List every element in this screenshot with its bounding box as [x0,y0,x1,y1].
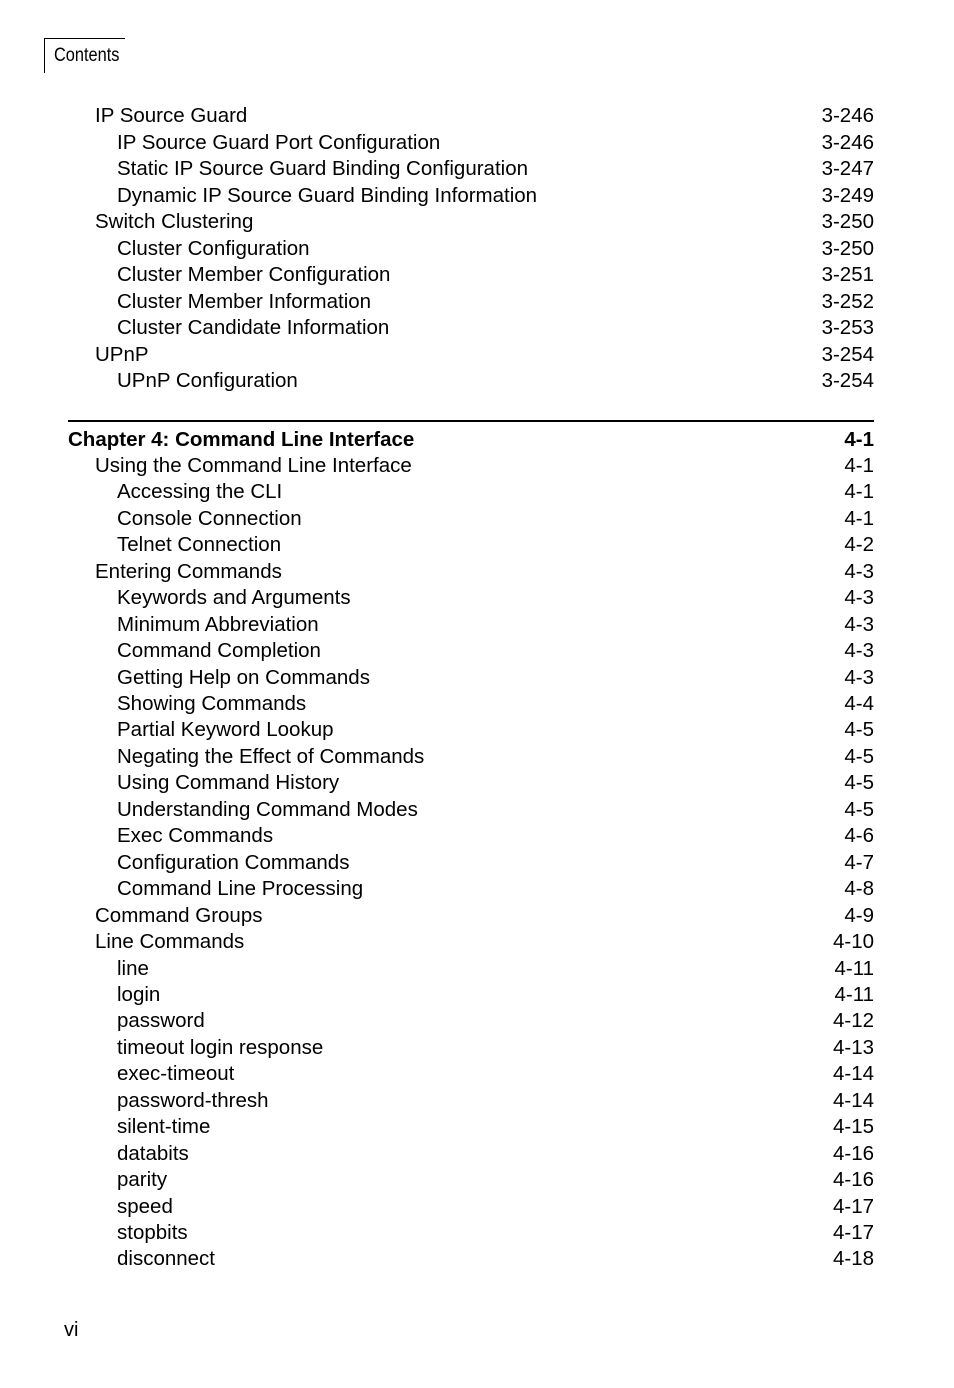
toc-entry-page: 4-5 [844,744,874,768]
toc-entry-page: 4-6 [844,824,874,848]
toc-entry-page: 4-5 [844,797,874,821]
toc-entry-page: 4-15 [832,1115,874,1139]
toc-entry-page: 4-1 [844,506,874,530]
toc-entry[interactable] [0,769,954,796]
toc-entry[interactable] [0,531,954,558]
toc-entry-page: 3-250 [821,210,874,233]
toc-entry[interactable] [0,102,954,129]
toc-entry-page: 4-3 [844,665,874,689]
toc-entry[interactable] [0,341,954,368]
toc-entry-title: Partial Keyword Lookup [117,718,334,742]
toc-entry-title: Cluster Candidate Information [117,316,390,339]
toc-entry-page: 3-246 [821,130,874,154]
toc-entry-page: 4-8 [844,877,874,901]
toc-entry[interactable] [0,822,954,849]
toc-entry-page: 4-7 [844,850,874,874]
toc-entry[interactable] [0,981,954,1008]
toc-entry-title: disconnect [117,1247,216,1271]
toc-entry-page: 4-18 [832,1247,874,1271]
toc-entry-title: login [117,982,161,1006]
toc-entry[interactable] [0,928,954,955]
toc-entry-title: timeout login response [117,1035,324,1059]
toc-entry-title: password [117,1009,205,1033]
toc-entry-page: 4-17 [832,1221,874,1244]
toc-entry-page: 3-247 [821,157,874,180]
toc-entry-page: 4-17 [832,1194,874,1218]
toc-entry-page: 4-1 [844,480,874,504]
toc-entry-title: Cluster Configuration [117,236,310,260]
toc-entry[interactable] [0,261,954,288]
toc-entry-page: 3-254 [821,369,874,392]
toc-entry-title: Exec Commands [117,824,274,848]
toc-entry-page: 4-11 [834,982,874,1006]
toc-entry-title: line [117,956,149,980]
toc-entry-title: stopbits [117,1221,188,1244]
toc-entry[interactable] [0,611,954,638]
toc-entry-title: password-thresh [117,1088,269,1112]
toc-entry-page: 3-251 [821,263,874,286]
toc-entry-page: 3-250 [821,236,874,260]
toc-entry-page: 4-10 [832,930,874,954]
toc-entry[interactable] [0,1193,954,1220]
toc-entry-page: 4-14 [832,1088,874,1112]
toc-entry-page: 4-5 [844,771,874,795]
toc-entry-title: Dynamic IP Source Guard Binding Information [117,183,538,207]
toc-entry-page: 4-3 [844,586,874,610]
toc-entry[interactable] [0,902,954,929]
toc-entry-title: speed [117,1194,173,1218]
toc-entry-page: 4-3 [844,559,874,583]
toc-entry[interactable] [0,1140,954,1167]
toc-entry-page: 3-254 [821,342,874,366]
toc-entry-title: silent-time [117,1115,211,1139]
toc-entry[interactable] [0,1007,954,1034]
toc-entry-title: Console Connection [117,506,302,530]
toc-entry-title: Static IP Source Guard Binding Configuration [117,157,529,180]
toc-entry-title: Command Groups [95,903,263,927]
toc-entry[interactable] [0,637,954,664]
page-number: vi [64,1319,79,1341]
toc-entry-title: parity [117,1168,168,1192]
toc-entry-page: 3-246 [821,104,874,127]
toc-entry-title: Configuration Commands [117,850,350,874]
toc-entry-title: Negating the Effect of Commands [117,744,425,768]
toc-entry-title: Command Line Processing [117,877,364,901]
toc-entry-page: 4-3 [844,612,874,636]
toc-entry[interactable] [0,1087,954,1114]
toc-entry-page: 4-16 [832,1168,874,1192]
toc-entry-title: Chapter 4: Command Line Interface [68,427,415,451]
toc-entry[interactable] [0,129,954,156]
toc-entry-title: Line Commands [95,930,245,954]
toc-entry[interactable] [0,690,954,717]
toc-entry-title: Telnet Connection [117,533,282,557]
toc-entry[interactable] [0,505,954,532]
toc-entry-page: 4-16 [832,1141,874,1165]
toc-entry-page: 4-1 [844,453,874,477]
toc-entry-page: 4-9 [844,903,874,927]
toc-entry-title: Minimum Abbreviation [117,612,319,636]
toc-entry-page: 4-5 [844,718,874,742]
toc-entry-title: IP Source Guard Port Configuration [117,130,441,154]
toc-entry-title: Cluster Member Information [117,289,372,313]
toc-entry-title: Keywords and Arguments [117,586,351,610]
running-header-label: Contents [54,45,120,66]
toc-entry-title: Accessing the CLI [117,480,283,504]
toc-entry[interactable] [0,288,954,315]
toc-entry[interactable] [0,1245,954,1272]
running-header [44,38,125,73]
toc-chapter-entry[interactable] [0,426,954,453]
toc-entry[interactable] [0,1034,954,1061]
toc-entry[interactable] [0,584,954,611]
toc-entry-page: 4-13 [832,1035,874,1059]
toc-entry-title: Getting Help on Commands [117,665,370,689]
toc-entry-page: 4-2 [844,533,874,557]
toc-entry[interactable] [0,452,954,479]
toc-entry[interactable] [0,314,954,341]
toc-entry[interactable] [0,182,954,209]
toc-entry-page: 4-4 [844,692,874,715]
toc-entry-page: 4-12 [832,1009,874,1033]
toc-entry-page: 4-14 [832,1062,874,1086]
toc-entry-title: Entering Commands [95,559,282,583]
toc-entry[interactable] [0,796,954,823]
toc-entry[interactable] [0,849,954,876]
toc-entry-page: 3-249 [821,183,874,207]
toc-entry[interactable] [0,155,954,182]
toc-entry[interactable] [0,1113,954,1140]
toc-entry[interactable] [0,208,954,235]
toc-entry[interactable] [0,716,954,743]
chapter-divider [68,420,874,422]
toc-entry[interactable] [0,1060,954,1087]
toc-entry-title: Showing Commands [117,692,307,715]
toc-entry[interactable] [0,558,954,585]
toc-entry-title: UPnP Configuration [117,369,298,392]
toc-entry-page: 4-1 [844,427,874,451]
toc-entry-title: Cluster Member Configuration [117,263,391,286]
toc-entry-page: 4-11 [834,956,874,980]
toc-entry[interactable] [0,478,954,505]
toc-entry-title: IP Source Guard [95,104,248,127]
toc-entry[interactable] [0,955,954,982]
toc-entry[interactable] [0,367,954,394]
toc-entry-title: Understanding Command Modes [117,797,418,821]
toc-entry[interactable] [0,1219,954,1246]
toc-entry-title: Using the Command Line Interface [95,453,412,477]
toc-entry[interactable] [0,743,954,770]
toc-entry[interactable] [0,875,954,902]
toc-entry-title: exec-timeout [117,1062,235,1086]
toc-entry-title: Command Completion [117,639,321,663]
toc-entry-page: 3-253 [821,316,874,339]
toc-entry-page: 3-252 [821,289,874,313]
toc-entry-page: 4-3 [844,639,874,663]
toc-entry[interactable] [0,235,954,262]
toc-entry-title: Switch Clustering [95,210,254,233]
toc-entry-title: UPnP [95,342,149,366]
toc-entry[interactable] [0,1166,954,1193]
toc-entry-title: databits [117,1141,189,1165]
toc-entry[interactable] [0,664,954,691]
toc-entry-title: Using Command History [117,771,340,795]
